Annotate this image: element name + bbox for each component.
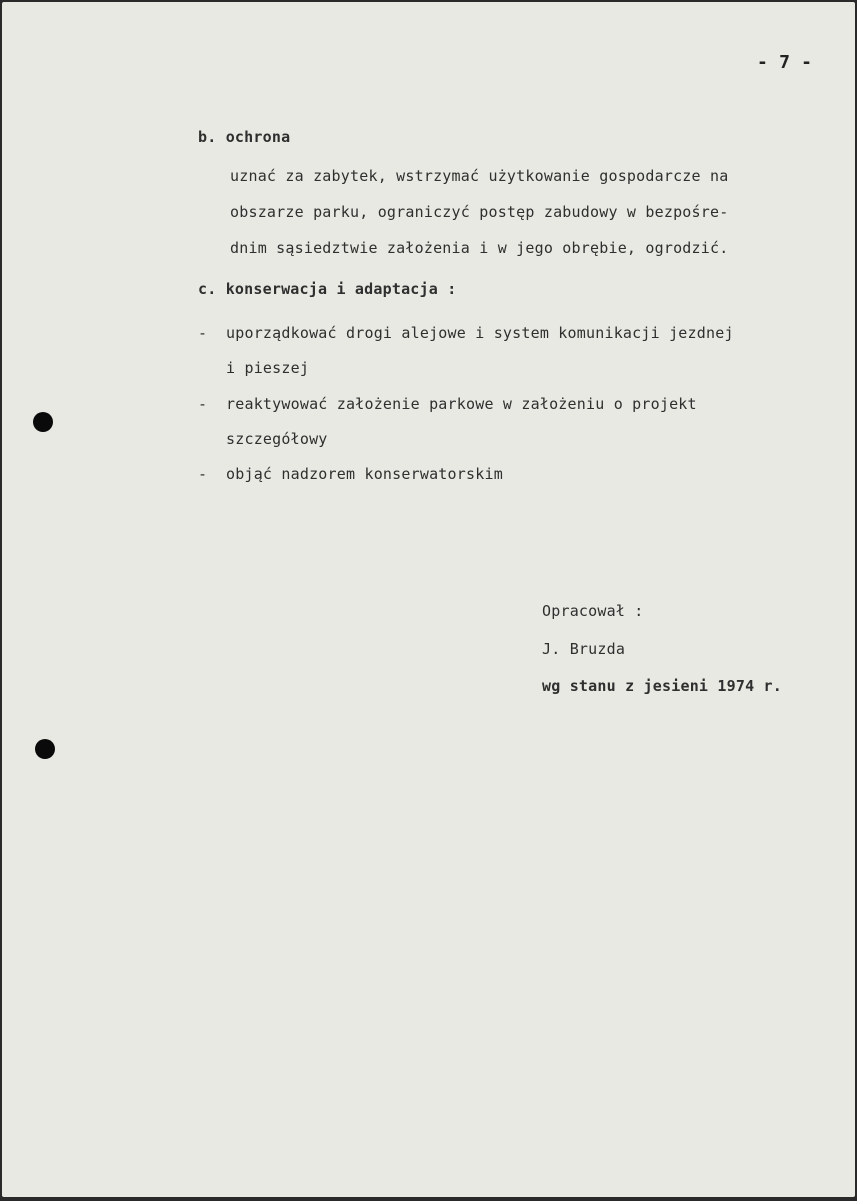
author-name: J. Bruzda — [542, 640, 626, 658]
section-b-line-3: dnim sąsiedztwie założenia i w jego obrębie, ogrodzić. — [230, 239, 729, 257]
section-c-item-1-line-2: i pieszej — [226, 359, 310, 377]
date-note: wg stanu z jesieni 1974 r. — [542, 677, 782, 695]
section-c-item-2-line-2: szczegółowy — [226, 430, 328, 448]
punch-hole — [35, 739, 55, 759]
page-number: - 7 - — [757, 52, 813, 73]
section-b-line-1: uznać za zabytek, wstrzymać użytkowanie gospodarcze na — [230, 167, 729, 185]
section-b-heading: b. ochrona — [198, 128, 291, 146]
list-bullet: - — [198, 324, 208, 342]
section-c-heading: c. konserwacja i adaptacja : — [198, 280, 457, 298]
section-c-item-2-line-1: reaktywować założenie parkowe w założeniu o projekt — [226, 395, 697, 413]
section-c-item-2 — [198, 397, 697, 412]
section-b-line-2: obszarze parku, ograniczyć postęp zabudowy w bezpośre- — [230, 203, 729, 221]
section-c-item-1 — [198, 326, 734, 341]
prepared-by-label: Opracował : — [542, 602, 644, 620]
document-page — [2, 2, 855, 1197]
list-bullet: - — [198, 465, 208, 483]
section-c-item-3 — [198, 467, 503, 482]
list-bullet: - — [198, 395, 208, 413]
section-c-item-3-line-1: objąć nadzorem konserwatorskim — [226, 465, 503, 483]
section-c-item-1-line-1: uporządkować drogi alejowe i system komunikacji jezdnej — [226, 324, 734, 342]
punch-hole — [33, 412, 53, 432]
